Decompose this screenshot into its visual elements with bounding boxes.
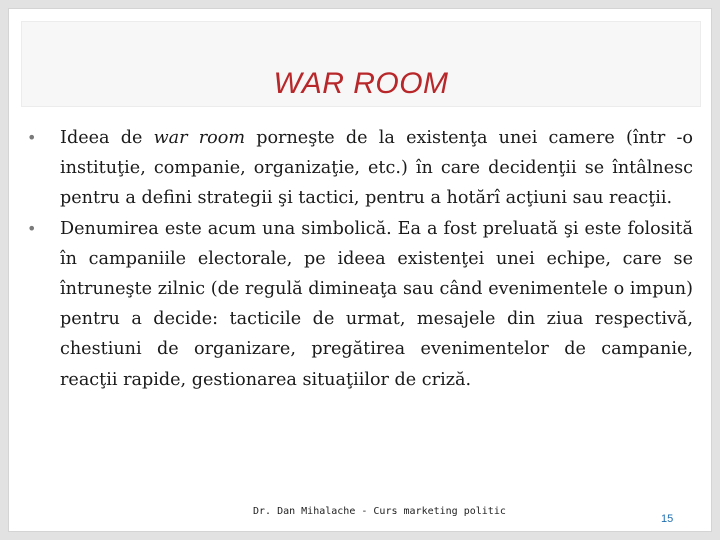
slide-title: WAR ROOM bbox=[273, 67, 449, 100]
bullet-text: Denumirea este acum una simbolică. Ea a fost preluată şi este folosită în campaniile electorale, pe ideea existenţei unei echipe, care se întruneşte zilnic (de regulă dimineaţa sau când evenimentele o impun) pentru a decide: tacticile de urmat, mesajele din ziua respectivă, chestiuni de organizare, pregătirea evenimentelor de campanie, reacţii rapide, gestionarea situaţiilor de criză. bbox=[60, 218, 693, 390]
bullet-icon: • bbox=[27, 128, 37, 147]
bullet-text-after: porneşte de la existenţa unei camere (într -o instituţie, companie, organizaţie, etc.) în care decidenţii se întâlnesc pentru a defini strategii şi tactici, pentru a hotărî acţiuni sau reacţii. bbox=[60, 128, 693, 209]
bullet-text-before: Ideea de bbox=[60, 128, 154, 148]
title-band bbox=[21, 21, 701, 107]
bullet-item-war-room bbox=[27, 123, 693, 214]
bullet-emphasis: war room bbox=[153, 128, 246, 148]
slide bbox=[8, 8, 712, 532]
slide-footer: Dr. Dan Mihalache - Curs marketing politic bbox=[253, 506, 506, 517]
page-number: 15 bbox=[661, 513, 674, 525]
bullet-icon: • bbox=[27, 218, 37, 238]
bullet-item-denumirea bbox=[27, 214, 693, 395]
slide-body bbox=[27, 123, 693, 395]
